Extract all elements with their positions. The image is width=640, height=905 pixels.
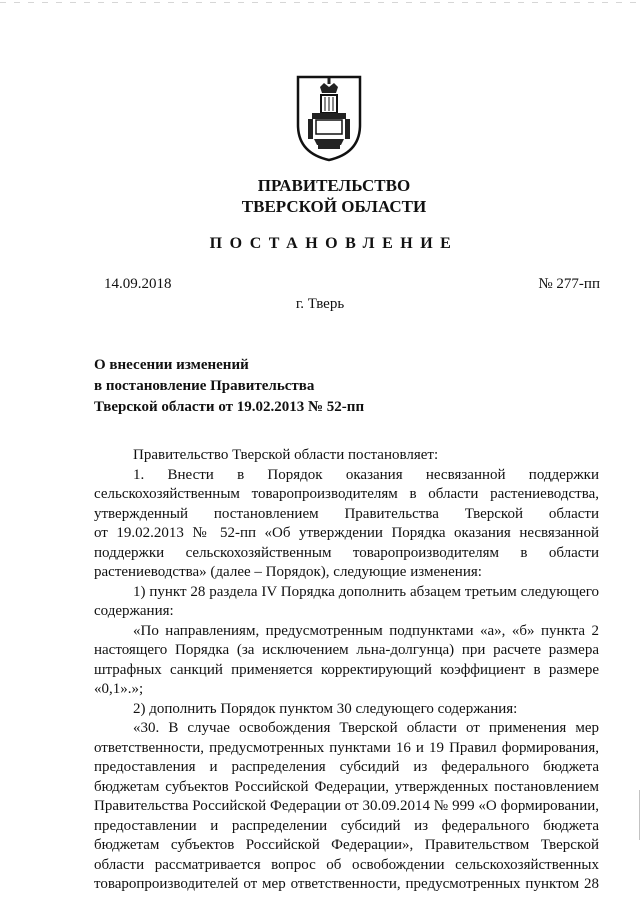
org-name-line2: ТВЕРСКОЙ ОБЛАСТИ [241,197,427,216]
body-line: «0,1».»; [94,681,144,697]
subject-line: Тверской области от 19.02.2013 № 52-пп [94,399,365,415]
body-line: содержания: [94,603,174,619]
document-body [94,446,599,895]
body-line: 1. Внести в Порядок оказания несвязанной поддержки [133,466,599,483]
document-date: 14.09.2018 [104,276,172,292]
body-line: «30. В случае освобождения Тверской области от применения мер [133,720,599,736]
subject-line: в постановление Правительства [94,378,315,394]
body-line: растениеводства» (далее – Порядок), следующие изменения: [94,564,482,580]
body-line: «По направлениям, предусмотренным подпунктами «а», «б» пункта 2 [133,622,599,639]
body-line: утвержденный постановлением Правительства Тверской области [94,505,599,522]
subject-line: О внесении изменений [94,357,249,373]
body-line: предоставлении и распределении субсидий из федерального бюджета [94,817,599,834]
body-line: бюджетам субъектов Российской Федерации, утвержденных постановлением [94,778,599,795]
document-city: г. Тверь [295,296,345,312]
body-line: бюджетам субъектов Российской Федерации», Правительством Тверской [94,837,599,853]
document-subject [94,355,364,418]
scan-artifact-line [0,2,640,3]
body-line: 2) дополнить Порядок пунктом 30 следующего содержания: [133,700,518,717]
body-line: области рассматривается вопрос об освобождении сельскохозяйственных [94,856,599,873]
body-line: ответственности, предусмотренных пунктами 16 и 19 Правил формирования, [94,739,599,756]
body-line: предоставления и распределения субсидий из федерального бюджета [94,759,599,775]
tver-coat-of-arms-icon [294,73,364,163]
scan-edge-mark [633,790,640,840]
body-line: от 19.02.2013 № 52-пп «Об утверждении Порядка оказания несвязанной [94,525,599,541]
body-line: Правительство Тверской области постановляет: [133,447,439,463]
document-type-title: ПОСТАНОВЛЕНИЕ [209,235,459,252]
body-line: штрафных санкций применяется корректирующий коэффициент в размере [94,661,599,678]
body-line: Правительства Российской Федерации от 30.09.2014 № 999 «О формировании, [94,798,599,814]
body-line: товаропроизводителей от мер ответственности, предусмотренных пунктом 28 [94,876,599,892]
body-line: настоящего Порядка (за исключением льна-долгунца) при расчете размера [94,642,599,658]
body-line: поддержки сельскохозяйственным товаропроизводителям в области [94,544,599,561]
org-name-line1: ПРАВИТЕЛЬСТВО [257,176,411,195]
document-number: № 277-пп [538,276,600,292]
body-line: сельскохозяйственным товаропроизводителям в области растениеводства, [94,486,599,502]
body-line: 1) пункт 28 раздела IV Порядка дополнить абзацем третьим следующего [133,583,599,600]
